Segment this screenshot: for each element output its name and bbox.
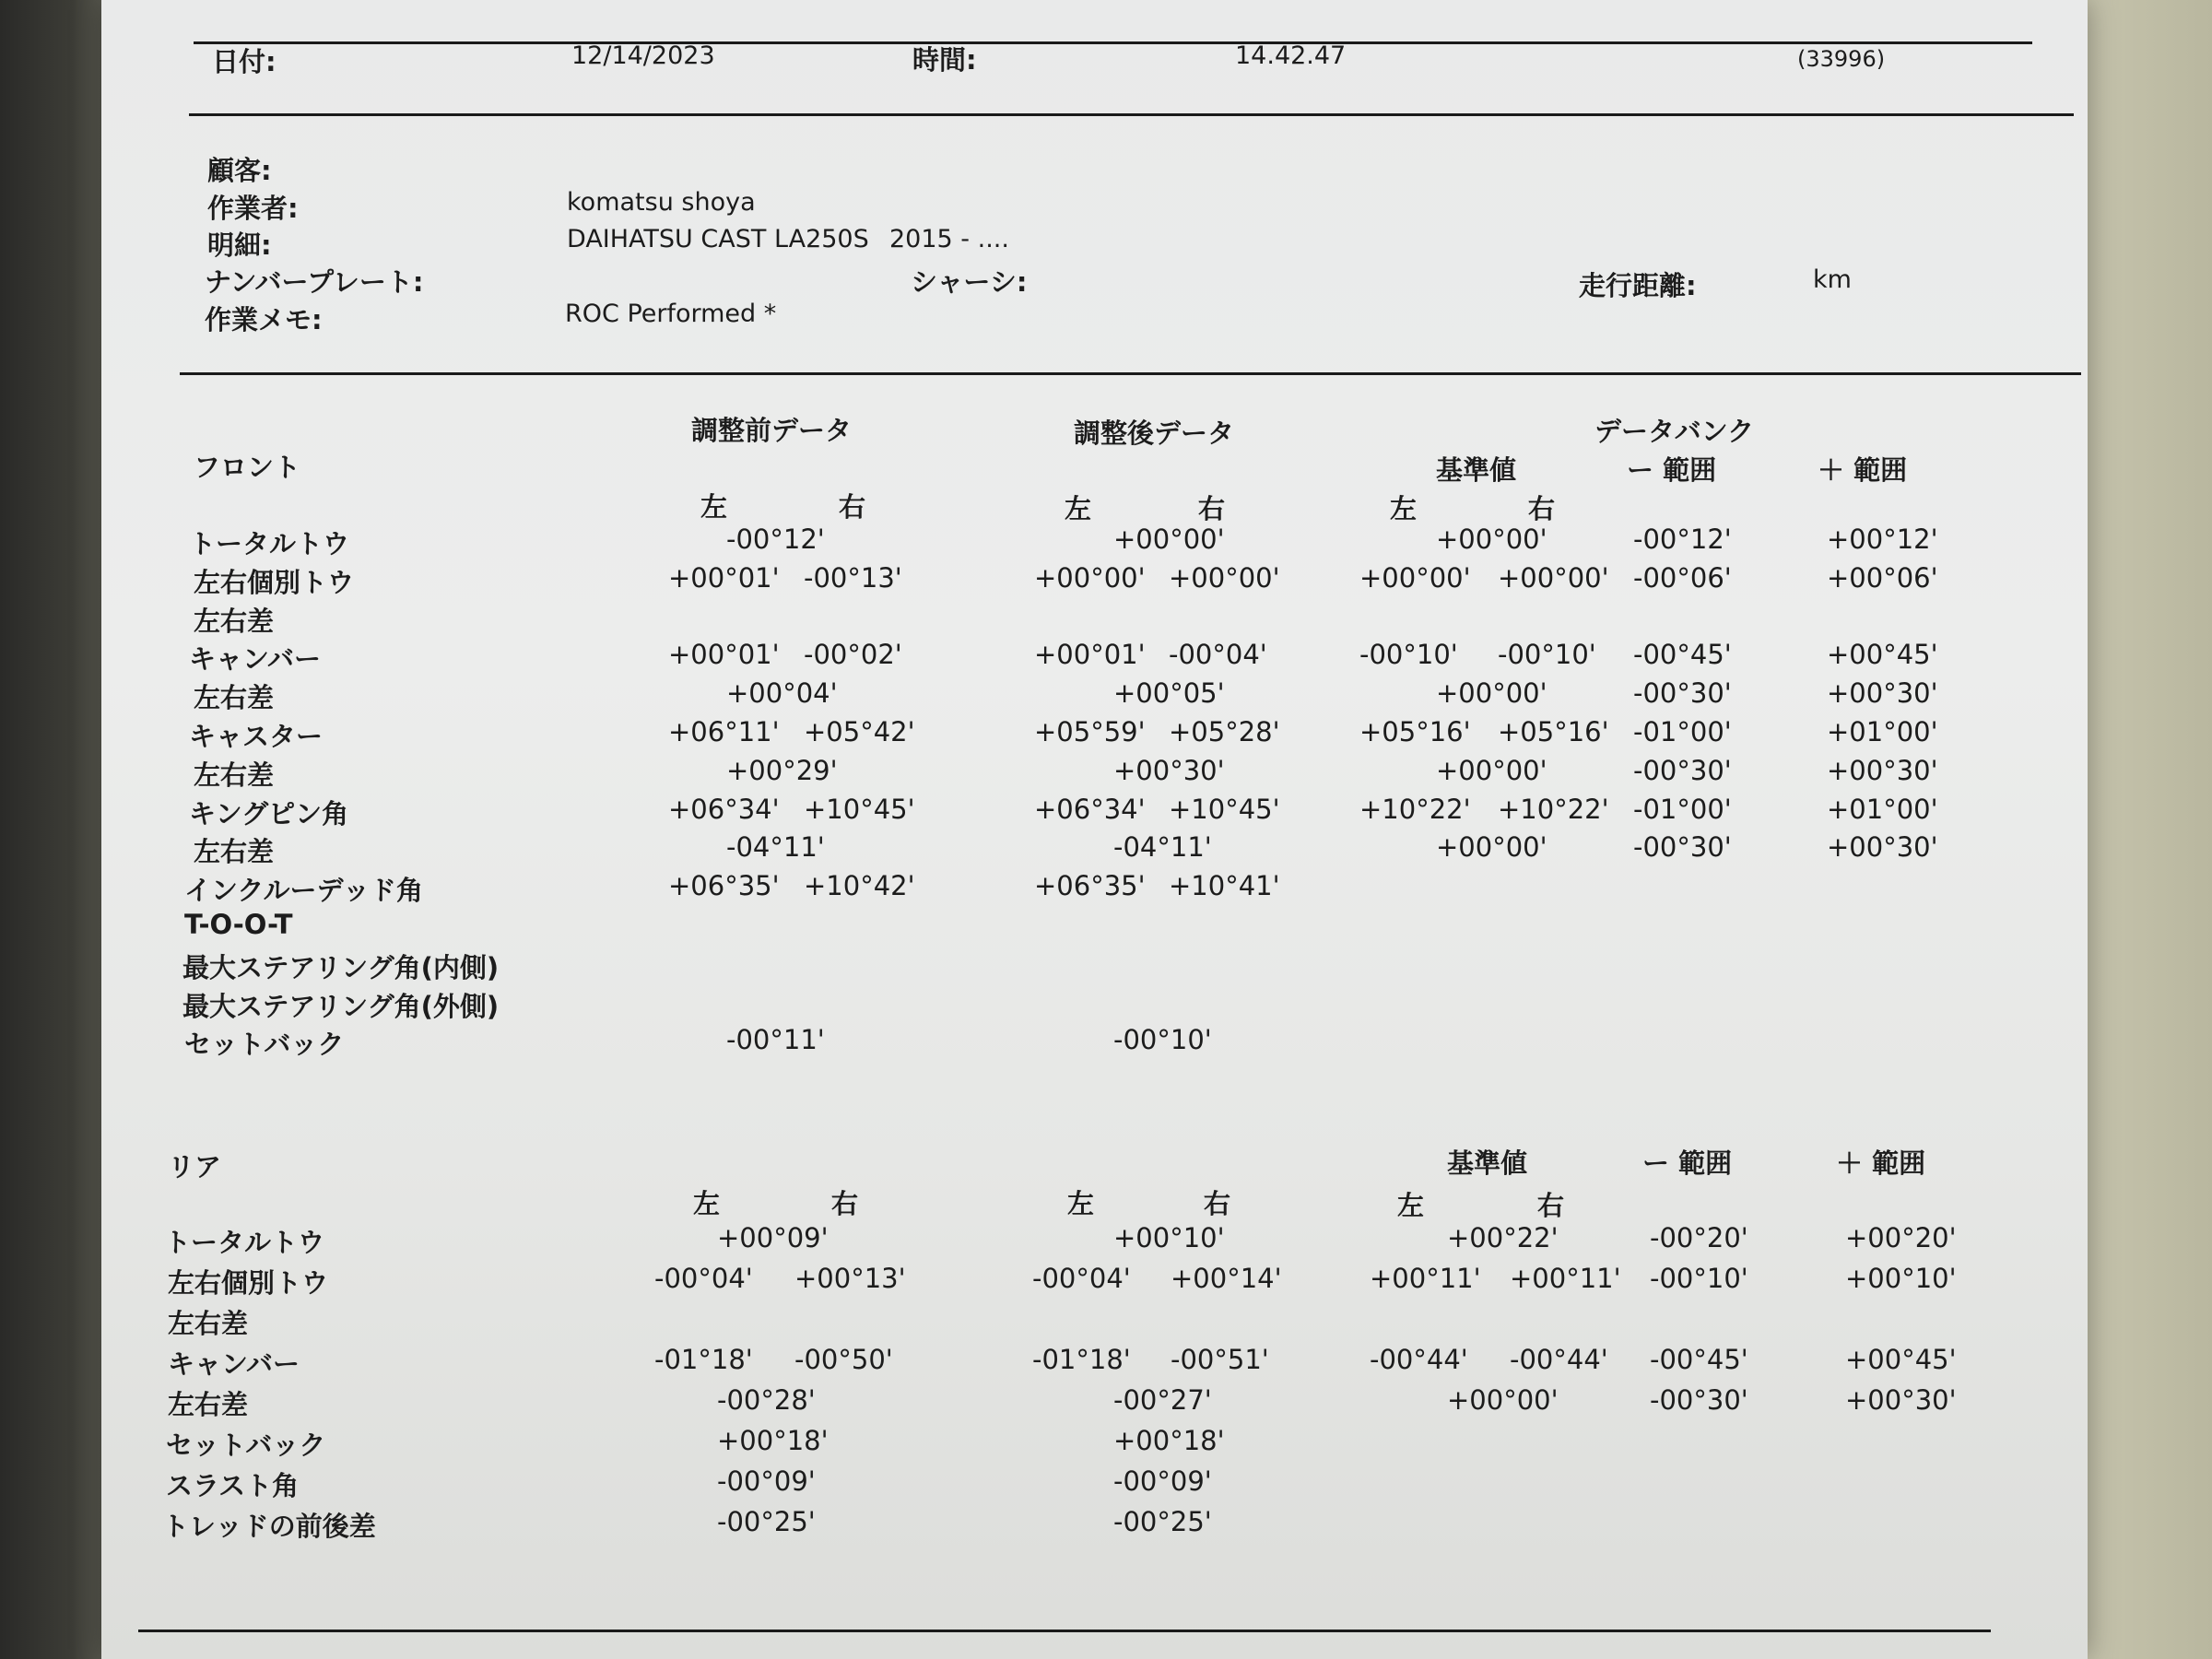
front-value-before-l: +06°35' <box>668 870 780 902</box>
front-before-right-heading: 右 <box>839 491 866 523</box>
rear-row-label: 左右差 <box>168 1389 249 1420</box>
memo-label: 作業メモ: <box>205 304 323 335</box>
date-label: 日付: <box>212 46 276 77</box>
rear-value-before: -00°25' <box>717 1506 816 1537</box>
front-value-before-r: +05°42' <box>804 716 915 747</box>
front-row-label: 最大ステアリング角(外側) <box>182 990 500 1022</box>
operator-value: komatsu shoya <box>567 188 756 217</box>
rear-plus-heading: ＋ 範囲 <box>1836 1147 1926 1179</box>
rear-value-std-r: -00°44' <box>1510 1344 1608 1375</box>
front-row-label: 左右差 <box>194 605 275 637</box>
rear-value-after: -00°25' <box>1113 1506 1212 1537</box>
plate-label: ナンバープレート: <box>205 266 424 298</box>
rear-value-std-l: -00°44' <box>1370 1344 1468 1375</box>
front-row-label: T-O-O-T <box>184 909 293 940</box>
rear-value-before: -00°09' <box>717 1465 816 1497</box>
front-after-left-heading: 左 <box>1065 493 1092 524</box>
rear-value-std: +00°22' <box>1447 1222 1559 1253</box>
front-after-right-heading: 右 <box>1198 493 1226 524</box>
rear-value-before: +00°18' <box>717 1425 829 1456</box>
front-row-label: トータルトウ <box>189 528 350 559</box>
front-value-after-l: +00°01' <box>1034 639 1146 671</box>
mileage-unit: km <box>1813 265 1852 294</box>
front-value-before-r: +10°45' <box>804 793 915 825</box>
rear-value-before: -00°28' <box>717 1384 816 1416</box>
front-value-plus: +00°30' <box>1827 754 1938 786</box>
front-value-after-l: +05°59' <box>1034 716 1146 747</box>
rear-value-before-l: -00°04' <box>654 1263 753 1294</box>
rear-value-after-l: -00°04' <box>1032 1263 1131 1294</box>
time-label: 時間: <box>912 44 977 76</box>
front-value-plus: +00°30' <box>1827 677 1938 710</box>
rear-value-after: -00°09' <box>1113 1465 1212 1497</box>
front-row-label: セットバック <box>184 1029 345 1061</box>
front-value-minus: -00°30' <box>1633 677 1732 710</box>
front-value-after: -00°10' <box>1113 1024 1212 1056</box>
rear-before-right-heading: 右 <box>831 1188 859 1219</box>
front-row-label: 左右差 <box>194 682 275 714</box>
front-value-after-r: +10°45' <box>1169 793 1280 825</box>
front-value-plus: +00°45' <box>1827 639 1938 671</box>
rear-row-label: 左右差 <box>168 1308 249 1339</box>
front-value-before-r: -00°13' <box>804 561 902 594</box>
front-row-label: 左右差 <box>194 836 275 868</box>
top-rule <box>194 41 2032 44</box>
customer-label: 顧客: <box>207 155 272 186</box>
col-after-heading: 調整後データ <box>1074 418 1235 449</box>
rear-value-before-r: -00°50' <box>794 1344 893 1375</box>
front-value-after: +00°05' <box>1113 677 1225 710</box>
front-value-std-l: -00°10' <box>1359 639 1458 671</box>
rear-value-std-l: +00°11' <box>1370 1263 1481 1294</box>
front-row-label: インクルーデッド角 <box>184 875 423 907</box>
front-value-before-r: -00°02' <box>804 639 902 671</box>
front-value-std: +00°00' <box>1436 754 1547 786</box>
front-plus-heading: ＋ 範囲 <box>1818 454 1908 486</box>
front-value-minus: -01°00' <box>1633 793 1732 825</box>
front-minus-heading: ー 範囲 <box>1627 454 1717 486</box>
rear-value-before-l: -01°18' <box>654 1344 753 1375</box>
rear-std-heading: 基準値 <box>1447 1147 1528 1179</box>
front-value-plus: +00°12' <box>1827 524 1938 555</box>
rear-value-after: +00°18' <box>1113 1425 1225 1456</box>
front-value-after-r: +00°00' <box>1169 561 1280 594</box>
front-value-after-r: +05°28' <box>1169 716 1280 747</box>
front-value-before-l: +00°01' <box>668 561 780 594</box>
alignment-report-sheet <box>101 0 2088 1659</box>
rear-std-right-heading: 右 <box>1537 1190 1565 1221</box>
detail-label: 明細: <box>207 229 272 261</box>
rear-row-label: 左右個別トウ <box>168 1267 329 1299</box>
front-value-before-r: +10°42' <box>804 870 915 902</box>
front-value-std-l: +05°16' <box>1359 716 1471 747</box>
col-databank-heading: データバンク <box>1594 416 1755 447</box>
time-value: 14.42.47 <box>1235 41 1347 70</box>
rear-after-left-heading: 左 <box>1067 1188 1095 1219</box>
header-divider <box>189 113 2074 116</box>
rear-value-after-r: +00°14' <box>1171 1263 1282 1294</box>
front-value-minus: -00°30' <box>1633 831 1732 864</box>
mileage-label: 走行距離: <box>1579 270 1697 301</box>
front-value-std-l: +00°00' <box>1359 561 1471 594</box>
front-row-label: 最大ステアリング角(内側) <box>182 951 500 983</box>
front-value-after: -04°11' <box>1113 831 1212 864</box>
front-value-minus: -01°00' <box>1633 716 1732 747</box>
front-value-after-l: +00°00' <box>1034 561 1146 594</box>
memo-value: ROC Performed * <box>565 300 777 328</box>
front-value-after-l: +06°34' <box>1034 793 1146 825</box>
rear-before-left-heading: 左 <box>693 1188 721 1219</box>
operator-label: 作業者: <box>207 193 299 224</box>
front-value-after: +00°00' <box>1113 524 1225 555</box>
front-value-std: +00°00' <box>1436 831 1547 864</box>
rear-value-after: -00°27' <box>1113 1384 1212 1416</box>
rear-value-minus: -00°20' <box>1650 1222 1748 1253</box>
rear-row-label: トレッドの前後差 <box>162 1511 376 1542</box>
rear-row-label: セットバック <box>166 1430 326 1461</box>
front-value-minus: -00°45' <box>1633 639 1732 671</box>
front-value-std: +00°00' <box>1436 677 1547 710</box>
col-before-heading: 調整前データ <box>691 415 853 446</box>
detail-year: 2015 - .... <box>889 225 1009 253</box>
bottom-rule <box>138 1630 1991 1632</box>
front-value-std-r: +00°00' <box>1498 561 1609 594</box>
front-value-std-r: +10°22' <box>1498 793 1609 825</box>
front-row-label: 左右差 <box>194 759 275 791</box>
front-before-left-heading: 左 <box>700 491 728 523</box>
front-value-before: +00°29' <box>726 754 838 786</box>
front-value-before: -00°11' <box>726 1024 825 1056</box>
record-number: (33996) <box>1797 46 1886 72</box>
front-value-after: +00°30' <box>1113 754 1225 786</box>
rear-value-minus: -00°45' <box>1650 1344 1748 1375</box>
date-value: 12/14/2023 <box>571 41 715 70</box>
chassis-label: シャーシ: <box>911 266 1028 298</box>
rear-value-before-r: +00°13' <box>794 1263 906 1294</box>
front-value-minus: -00°30' <box>1633 754 1732 786</box>
front-value-std-l: +10°22' <box>1359 793 1471 825</box>
front-value-minus: -00°12' <box>1633 524 1732 555</box>
front-value-plus: +00°06' <box>1827 561 1938 594</box>
rear-std-left-heading: 左 <box>1397 1190 1425 1221</box>
front-value-before-l: +06°11' <box>668 716 780 747</box>
front-value-plus: +01°00' <box>1827 716 1938 747</box>
front-value-after-r: -00°04' <box>1169 639 1267 671</box>
rear-value-plus: +00°30' <box>1845 1384 1957 1416</box>
front-section-label: フロント <box>194 452 301 483</box>
rear-value-after-r: -00°51' <box>1171 1344 1269 1375</box>
front-value-before: -04°11' <box>726 831 825 864</box>
front-value-std-r: +05°16' <box>1498 716 1609 747</box>
rear-value-minus: -00°10' <box>1650 1263 1748 1294</box>
rear-value-plus: +00°45' <box>1845 1344 1957 1375</box>
front-std-right-heading: 右 <box>1528 493 1556 524</box>
front-value-plus: +00°30' <box>1827 831 1938 864</box>
front-std-heading: 基準値 <box>1436 454 1517 486</box>
front-value-before-l: +06°34' <box>668 793 780 825</box>
rear-minus-heading: ー 範囲 <box>1642 1147 1733 1179</box>
detail-value: DAIHATSU CAST LA250S <box>567 225 869 253</box>
rear-value-std-r: +00°11' <box>1510 1263 1621 1294</box>
front-value-before-l: +00°01' <box>668 639 780 671</box>
front-std-left-heading: 左 <box>1390 493 1418 524</box>
front-value-before: +00°04' <box>726 677 838 710</box>
rear-value-after-l: -01°18' <box>1032 1344 1131 1375</box>
rear-section-label: リア <box>168 1151 222 1182</box>
rear-row-label: トータルトウ <box>164 1227 325 1258</box>
rear-value-plus: +00°10' <box>1845 1263 1957 1294</box>
front-value-after-l: +06°35' <box>1034 870 1146 902</box>
rear-row-label: スラスト角 <box>166 1470 300 1501</box>
front-value-plus: +01°00' <box>1827 793 1938 825</box>
rear-value-before: +00°09' <box>717 1222 829 1253</box>
front-value-before: -00°12' <box>726 524 825 555</box>
front-row-label: キングピン角 <box>189 797 349 830</box>
rear-value-minus: -00°30' <box>1650 1384 1748 1416</box>
info-divider <box>180 372 2081 375</box>
rear-value-after: +00°10' <box>1113 1222 1225 1253</box>
front-value-std-r: -00°10' <box>1498 639 1596 671</box>
rear-after-right-heading: 右 <box>1204 1188 1231 1219</box>
rear-row-label: キャンバー <box>168 1348 300 1380</box>
front-row-label: キャンバー <box>189 643 321 676</box>
front-value-minus: -00°06' <box>1633 561 1732 594</box>
front-value-after-r: +10°41' <box>1169 870 1280 902</box>
front-value-std: +00°00' <box>1436 524 1547 555</box>
rear-value-std: +00°00' <box>1447 1384 1559 1416</box>
rear-value-plus: +00°20' <box>1845 1222 1957 1253</box>
front-row-label: キャスター <box>189 721 324 752</box>
front-row-label: 左右個別トウ <box>194 566 355 598</box>
